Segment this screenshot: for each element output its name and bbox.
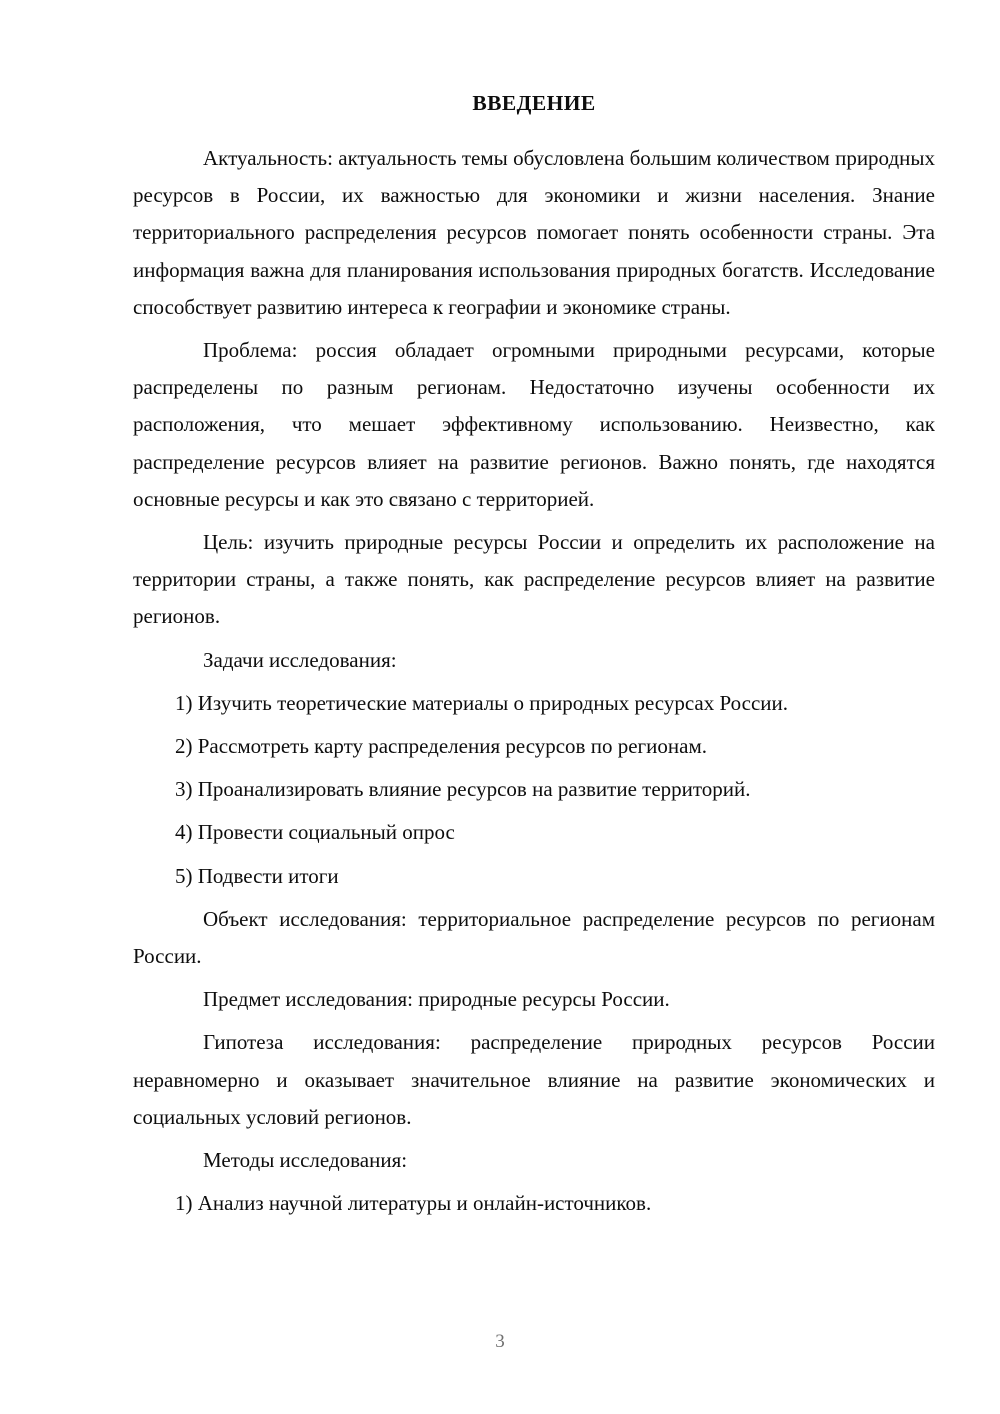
list-item: 4) Провести социальный опрос bbox=[175, 820, 455, 845]
paragraph-relevance: Актуальность: актуальность темы обусловлена большим количеством природных ресурсов в России, их важностью для экономики и жизни населения. Знание территориального распределения ресурсов помогает понять особенности страны. Эта информация важна для планирования использования природных богатств. Исследование способствует развитию интереса к географии и экономике страны. bbox=[133, 146, 935, 319]
list-item: 3) Проанализировать влияние ресурсов на развитие территорий. bbox=[175, 777, 751, 802]
tasks-list bbox=[133, 685, 935, 895]
paragraph-problem: Проблема: россия обладает огромными природными ресурсами, которые распределены по разным регионам. Недостаточно изучены особенности их расположения, что мешает эффективному использованию. Неизвестно, как распределение ресурсов влияет на развитие регионов. Важно понять, где находятся основные ресурсы и как это связано с территорией. bbox=[133, 338, 935, 511]
list-item: 1) Анализ научной литературы и онлайн-источников. bbox=[175, 1191, 652, 1216]
list-item: 5) Подвести итоги bbox=[175, 863, 339, 888]
paragraph-hypothesis: Гипотеза исследования: распределение природных ресурсов России неравномерно и оказывает значительное влияние на развитие экономических и социальных условий регионов. bbox=[133, 1030, 935, 1129]
heading-methods: Методы исследования: bbox=[203, 1148, 408, 1173]
list-item: 1) Изучить теоретические материалы о природных ресурсах России. bbox=[175, 690, 789, 715]
heading-tasks: Задачи исследования: bbox=[203, 647, 397, 672]
page-title: ВВЕДЕНИЕ bbox=[472, 91, 596, 115]
list-item: 2) Рассмотреть карту распределения ресурсов по регионам. bbox=[175, 734, 707, 759]
page-content bbox=[133, 88, 935, 1228]
paragraph-goal: Цель: изучить природные ресурсы России и определить их расположение на территории страны, а также понять, как распределение ресурсов влияет на развитие регионов. bbox=[133, 530, 935, 629]
paragraph-object: Объект исследования: территориальное распределение ресурсов по регионам России. bbox=[133, 906, 935, 969]
page-number: 3 bbox=[495, 1331, 505, 1352]
methods-list bbox=[133, 1185, 935, 1222]
paragraph-subject: Предмет исследования: природные ресурсы России. bbox=[203, 987, 670, 1012]
